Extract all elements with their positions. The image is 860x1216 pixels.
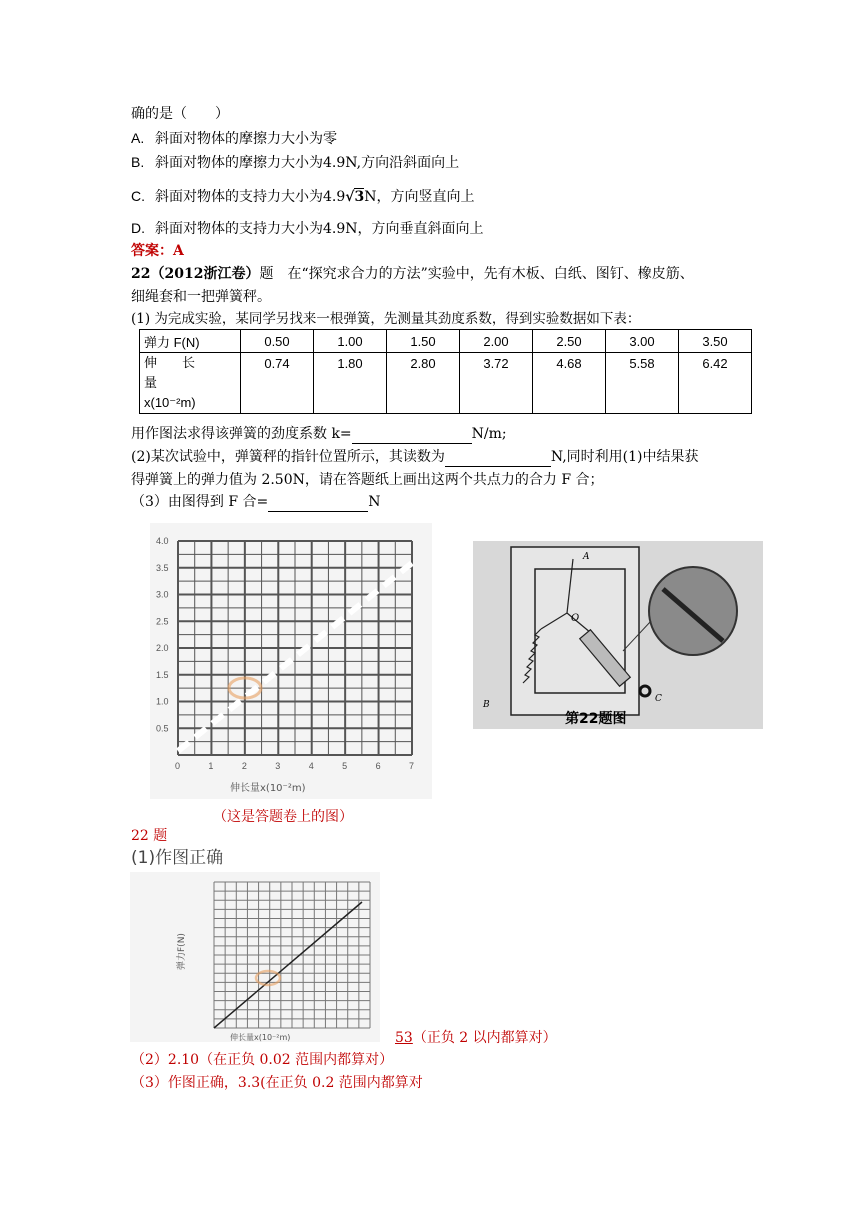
label-b: B	[483, 700, 490, 710]
part3-text: （3）由图得到 F 合=	[131, 494, 269, 510]
option-a	[131, 128, 337, 149]
table-cell: 3.50	[679, 330, 752, 353]
option-text: 斜面对物体的摩擦力大小为4.9N,方向沿斜面向上	[155, 155, 460, 171]
x-tick-label: 5	[342, 761, 348, 771]
solution-k-note: （正负 2 以内都算对）	[412, 1030, 557, 1046]
table-header-extension	[140, 353, 241, 414]
k-question-unit: N/m;	[471, 426, 507, 442]
table-cell: 4.68	[533, 353, 606, 414]
x-tick-label: 3	[275, 761, 281, 771]
y-tick-label: 1.0	[156, 696, 169, 707]
option-text: 斜面对物体的支持力大小为4.9	[155, 189, 346, 205]
x-tick-label: 6	[375, 761, 381, 771]
option-letter: D.	[131, 220, 145, 236]
graph1-caption: （这是答题卷上的图）	[213, 809, 353, 825]
option-d	[131, 218, 484, 239]
reading-answer-blank	[445, 450, 551, 467]
solution-graph	[130, 872, 380, 1042]
table-cell: 0.50	[241, 330, 314, 353]
magnifier-icon	[649, 567, 737, 655]
y-tick-label: 2.0	[156, 643, 169, 653]
q22-part1: (1) 为完成实验，某同学另找来一根弹簧，先测量其劲度系数，得到实验数据如下表：	[131, 311, 641, 327]
y-tick-label: 2.5	[156, 616, 169, 627]
x-tick-label: 7	[409, 761, 415, 771]
table-row	[140, 353, 752, 414]
part2-text: (2)某次试验中，弹簧秤的指针位置所示，其读数为	[131, 449, 445, 465]
table-cell: 3.00	[606, 330, 679, 353]
label-a: A	[583, 552, 590, 562]
graph2-ylabel: 弹力F(N)	[177, 933, 187, 970]
figure-caption: 第22题图	[565, 711, 627, 727]
table-row	[140, 330, 752, 353]
label-o: O	[571, 613, 580, 624]
table-cell: 6.42	[679, 353, 752, 414]
y-tick-label: 0.5	[156, 723, 169, 734]
solution-title: 22 题	[131, 828, 168, 844]
part2-text-after: N,同时利用(1)中结果获	[550, 449, 699, 465]
option-c	[131, 186, 474, 207]
part3-question	[131, 492, 381, 512]
x-tick-label: 4	[308, 761, 314, 771]
solution-part3: （3）作图正确，3.3(在正负 0.2 范围内都算对	[131, 1075, 423, 1091]
resultant-answer-blank	[268, 495, 368, 512]
table-cell: 3.72	[460, 353, 533, 414]
solution-part1-answer	[395, 1028, 557, 1048]
x-tick-label: 1	[208, 761, 214, 771]
spring-data-table	[139, 329, 752, 414]
q22-intro-text: 题 在“探究求合力的方法”实验中，先有木板、白纸、图钉、橡皮筋、	[259, 266, 694, 282]
y-tick-label: 3.0	[156, 589, 169, 600]
graph1-xlabel: 伸长量x(10⁻²m)	[230, 783, 306, 794]
experiment-figure	[473, 541, 763, 729]
answer-label: 答案：A	[131, 243, 184, 259]
part3-unit: N	[368, 494, 381, 510]
sqrt-symbol: √3	[345, 189, 365, 205]
x-tick-label: 2	[241, 761, 247, 771]
solution-k-value: 53	[395, 1030, 413, 1046]
solution-part2: （2）2.10（在正负 0.02 范围内都算对）	[131, 1052, 394, 1068]
table-cell: 0.74	[241, 353, 314, 414]
answer-sheet-graph	[150, 523, 432, 799]
solution-part1-heading: (1)作图正确	[131, 848, 224, 868]
option-letter: A.	[131, 130, 145, 146]
y-tick-label: 4.0	[156, 536, 169, 546]
part2-line1	[131, 447, 698, 467]
option-letter: B.	[131, 154, 145, 170]
label-c: C	[655, 694, 662, 704]
k-question-text: 用作图法求得该弹簧的劲度系数 k=	[131, 426, 352, 442]
table-cell: 1.00	[314, 330, 387, 353]
option-letter: C.	[131, 188, 145, 204]
table-header-extension-b: x(10⁻²m)	[144, 395, 196, 410]
option-text: N，方向竖直向上	[364, 189, 475, 205]
q22-intro-line2: 细绳套和一把弹簧秤。	[131, 289, 271, 305]
x-tick-label: 0	[175, 761, 181, 771]
q22-intro-line1	[131, 264, 694, 284]
option-b	[131, 152, 459, 173]
table-cell: 2.50	[533, 330, 606, 353]
sqrt-radicand: 3	[354, 189, 365, 205]
table-cell: 5.58	[606, 353, 679, 414]
y-tick-label: 3.5	[156, 562, 169, 573]
board-outline	[511, 547, 639, 715]
table-header-extension-a: 伸 长 量	[144, 355, 221, 390]
y-tick-label: 1.5	[156, 669, 169, 680]
table-cell: 1.80	[314, 353, 387, 414]
table-header-force: 弹力 F(N)	[140, 330, 241, 353]
option-text: 斜面对物体的支持力大小为4.9N，方向垂直斜面向上	[155, 221, 484, 237]
graph2-xlabel: 伸长量x(10⁻²m)	[230, 1033, 291, 1042]
k-answer-blank	[352, 427, 472, 444]
option-text: 斜面对物体的摩擦力大小为零	[155, 131, 337, 147]
k-question	[131, 424, 507, 444]
table-cell: 2.80	[387, 353, 460, 414]
table-cell: 1.50	[387, 330, 460, 353]
question-stem-tail: 确的是（ ）	[131, 106, 229, 122]
part2-line2: 得弹簧上的弹力值为 2.50N，请在答题纸上画出这两个共点力的合力 F 合；	[131, 472, 604, 488]
q22-number: 22（2012浙江卷）	[131, 266, 260, 282]
table-cell: 2.00	[460, 330, 533, 353]
